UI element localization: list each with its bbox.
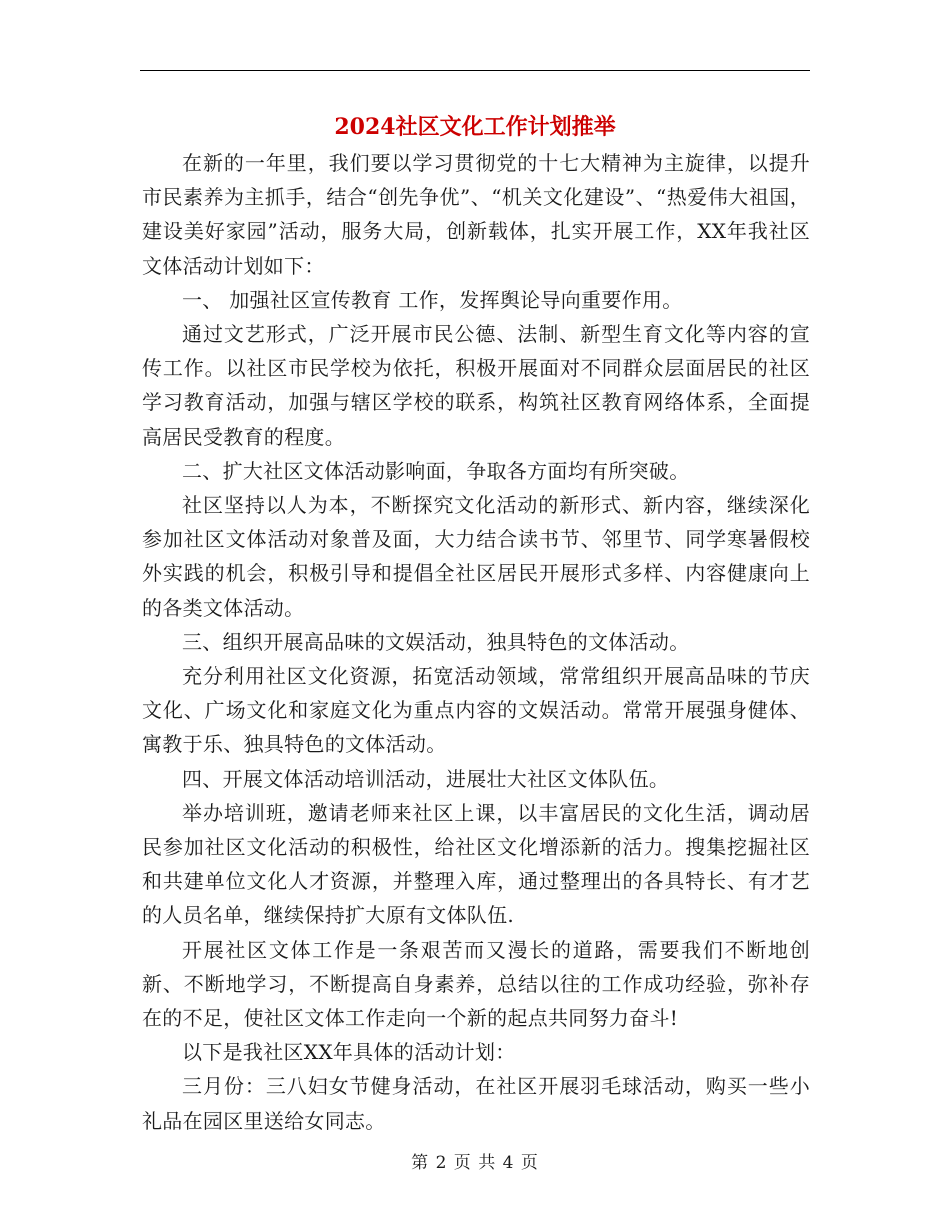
page-footer: 第 2 页 共 4 页 — [411, 1153, 539, 1173]
paragraph-march-plan: 三月份：三八妇女节健身活动，在社区开展羽毛球活动，购买一些小礼品在园区里送给女同志。 — [142, 1074, 810, 1133]
header-rule — [140, 70, 810, 71]
paragraph-section-4: 举办培训班，邀请老师来社区上课，以丰富居民的文化生活，调动居民参加社区文化活动的积极性，给社区文化增添新的活力。搜集挖掘社区和共建单位文化人才资源，并整理入库，通过整理出的各具特长、有才艺的人员名单，继续保持扩大原有文体队伍. — [142, 800, 810, 928]
paragraph-section-2: 社区坚持以人为本，不断探究文化活动的新形式、新内容，继续深化参加社区文体活动对象普及面，大力结合读书节、邻里节、同学寒暑假校外实践的机会，积极引导和提倡全社区居民开展形式多样、内容健康向上的各类文体活动。 — [142, 493, 810, 620]
document-body — [142, 146, 810, 1138]
paragraph-conclusion: 开展社区文体工作是一条艰苦而又漫长的道路，需要我们不断地创新、不断地学习，不断提高自身素养，总结以往的工作成功经验，弥补存在的不足，使社区文体工作走向一个新的起点共同努力奋斗! — [142, 937, 810, 1031]
section-heading-3: 三、组织开展高品味的文娱活动，独具特色的文体活动。 — [182, 629, 690, 654]
section-heading-2: 二、扩大社区文体活动影响面，争取各方面均有所突破。 — [182, 458, 690, 483]
document-title: 2024社区文化工作计划推举 — [334, 114, 616, 140]
paragraph-plan-intro: 以下是我社区XX年具体的活动计划： — [182, 1040, 516, 1065]
section-heading-4: 四、开展文体活动培训活动，进展壮大社区文体队伍。 — [182, 766, 670, 791]
section-heading-1: 一、 加强社区宣传教育 工作，发挥舆论导向重要作用。 — [182, 287, 683, 312]
paragraph-section-1: 通过文艺形式，广泛开展市民公德、法制、新型生育文化等内容的宣传工作。以社区市民学校为依托，积极开展面对不同群众层面居民的社区学习教育活动，加强与辖区学校的联系，构筑社区教育网络体系，全面提高居民受教育的程度。 — [142, 322, 810, 449]
paragraph-section-3: 充分利用社区文化资源，拓宽活动领域，常常组织开展高品味的节庆文化、广场文化和家庭文化为重点内容的文娱活动。常常开展强身健体、寓教于乐、独具特色的文体活动。 — [142, 664, 810, 757]
paragraph-intro: 在新的一年里，我们要以学习贯彻党的十七大精神为主旋律，以提升市民素养为主抓手，结合“创先争优”、“机关文化建设”、“热爱伟大祖国，建设美好家园”活动，服务大局，创新载体，扎实开展工作，XX年我社区文体活动计划如下： — [142, 151, 810, 278]
